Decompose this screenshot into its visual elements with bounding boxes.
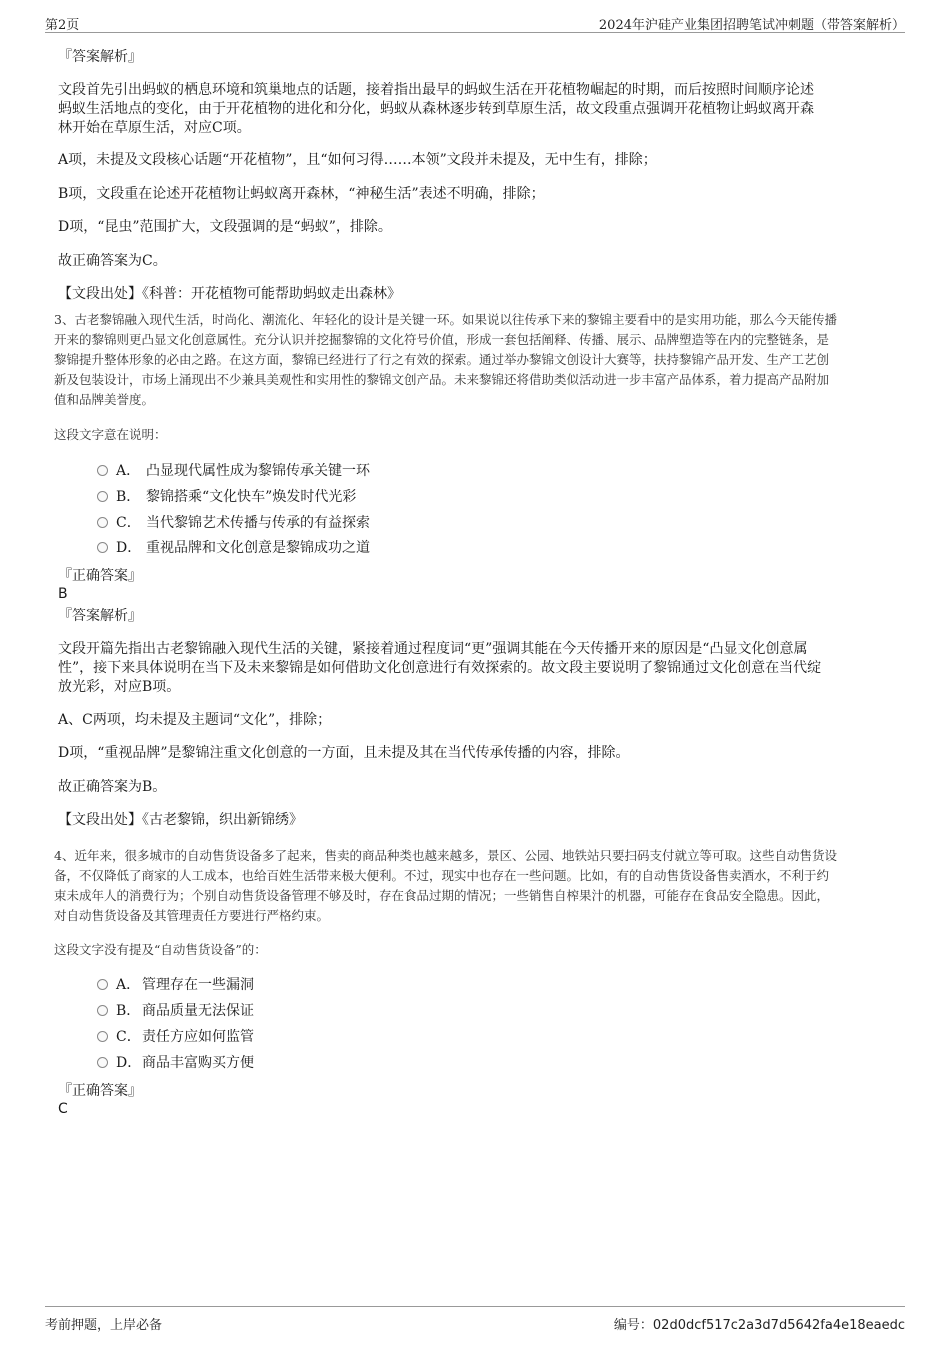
analysis-paragraph — [58, 640, 908, 697]
answer-heading: 『正确答案』 — [58, 568, 142, 584]
stem-line: 开来的黎锦则更凸显文化创意属性。充分认识并挖掘黎锦的文化符号价值，形成一套包括阐释、传播、展示、品牌塑造等在内的完整链条，是 — [54, 332, 830, 347]
radio-icon[interactable] — [97, 517, 108, 528]
analysis-heading: 『答案解析』 — [58, 49, 142, 65]
question-3-stem — [54, 310, 910, 410]
q4-option-a[interactable]: A． 管理存在一些漏洞 — [97, 976, 254, 994]
stem-line: 值和品牌美誉度。 — [54, 392, 155, 407]
q4-option-b[interactable]: B． 商品质量无法保证 — [97, 1002, 254, 1020]
q4-option-d[interactable]: D．商品丰富购买方便 — [97, 1054, 254, 1072]
conclusion: 故正确答案为C。 — [58, 253, 167, 269]
footer-slogan: 考前押题，上岸必备 — [45, 1318, 163, 1333]
option-a-analysis: A项，未提及文段核心话题“开花植物”，且“如何习得……本领”文段并未提及，无中生有，排除； — [58, 152, 657, 168]
stem-line: 新及包装设计，市场上涌现出不少兼具美观性和实用性的黎锦文创产品。未来黎锦还将借助类似活动进一步丰富产品体系，着力提高产品附加 — [54, 372, 830, 387]
option-b-analysis: B项，文段重在论述开花植物让蚂蚁离开森林，“神秘生活”表述不明确，排除； — [58, 186, 545, 202]
analysis-line: 性”，接下来具体说明在当下及未来黎锦是如何借助文化创意进行有效探索的。故文段主要说明了黎锦通过文化创意在当代绽 — [58, 660, 822, 676]
source-citation: 【文段出处】《古老黎锦，织出新锦绣》 — [58, 812, 303, 828]
stem-line: 对自动售货设备及其管理责任方要进行严格约束。 — [54, 908, 330, 923]
radio-icon[interactable] — [97, 491, 108, 502]
radio-icon[interactable] — [97, 1031, 108, 1042]
question-4-stem — [54, 846, 910, 926]
page-footer — [45, 1306, 905, 1337]
radio-icon[interactable] — [97, 542, 108, 553]
answer-heading: 『正确答案』 — [58, 1083, 142, 1099]
q3-option-c[interactable]: C． 当代黎锦艺术传播与传承的有益探索 — [97, 514, 370, 532]
analysis-line: 文段开篇先指出古老黎锦融入现代生活的关键，紧接着通过程度词“更”强调其能在今天传播开来的原因是“凸显文化创意属 — [58, 641, 808, 657]
option-d-analysis: D项，“昆虫”范围扩大，文段强调的是“蚂蚁”，排除。 — [58, 219, 392, 235]
stem-line: 备，不仅降低了商家的人工成本，也给百姓生活带来极大便利。不过，现实中也存在一些问题。比如，有的自动售货设备售卖酒水，不利于约 — [54, 868, 830, 883]
conclusion: 故正确答案为B。 — [58, 779, 167, 795]
analysis-line: 蚂蚁生活地点的变化，由于开花植物的进化和分化，蚂蚁从森林逐步转到草原生活，故文段重点强调开花植物让蚂蚁离开森 — [58, 101, 814, 117]
q3-option-d[interactable]: D． 重视品牌和文化创意是黎锦成功之道 — [97, 539, 370, 557]
page-number: 第2页 — [45, 18, 80, 33]
source-citation: 【文段出处】《科普：开花植物可能帮助蚂蚁走出森林》 — [58, 286, 401, 302]
document-code — [614, 1314, 905, 1333]
question-4-prompt: 这段文字没有提及“自动售货设备”的： — [54, 942, 267, 957]
correct-answer: B — [58, 586, 68, 602]
option-d-analysis: D项，“重视品牌”是黎锦注重文化创意的一方面，且未提及其在当代传承传播的内容，排除。 — [58, 745, 630, 761]
code-value: 02d0dcf517c2a3d7d5642fa4e18eaedc — [652, 1318, 905, 1333]
analysis-heading: 『答案解析』 — [58, 608, 142, 624]
document-title: 2024年沪硅产业集团招聘笔试冲刺题（带答案解析） — [598, 18, 905, 33]
analysis-line: 文段首先引出蚂蚁的栖息环境和筑巢地点的话题，接着指出最早的蚂蚁生活在开花植物崛起的时期，而后按照时间顺序论述 — [58, 82, 814, 98]
stem-line: 4、近年来，很多城市的自动售货设备多了起来，售卖的商品种类也越来越多，景区、公园、地铁站只要扫码支付就立等可取。这些自动售货设 — [54, 848, 837, 863]
analysis-paragraph — [58, 81, 908, 138]
code-label: 编号： — [613, 1318, 653, 1333]
correct-answer: C — [58, 1101, 68, 1117]
radio-icon[interactable] — [97, 465, 108, 476]
analysis-line: 放光彩，对应B项。 — [58, 679, 181, 695]
q4-option-c[interactable]: C．责任方应如何监管 — [97, 1028, 254, 1046]
question-3-prompt: 这段文字意在说明： — [54, 427, 167, 442]
q3-option-b[interactable]: B． 黎锦搭乘“文化快车”焕发时代光彩 — [97, 488, 356, 506]
stem-line: 黎锦提升整体形象的必由之路。在这方面，黎锦已经进行了行之有效的探索。通过举办黎锦文创设计大赛等，扶持黎锦产品开发、生产工艺创 — [54, 352, 830, 367]
radio-icon[interactable] — [97, 979, 108, 990]
page-header — [45, 10, 905, 33]
analysis-line: 林开始在草原生活，对应C项。 — [58, 120, 251, 136]
radio-icon[interactable] — [97, 1005, 108, 1016]
radio-icon[interactable] — [97, 1057, 108, 1068]
stem-line: 束未成年人的消费行为；个别自动售货设备管理不够及时，存在食品过期的情况；一些销售自榨果汁的机器，可能存在食品安全隐患。因此， — [54, 888, 830, 903]
q3-option-a[interactable]: A． 凸显现代属性成为黎锦传承关键一环 — [97, 462, 370, 480]
stem-line: 3、古老黎锦融入现代生活，时尚化、潮流化、年轻化的设计是关键一环。如果说以往传承下来的黎锦主要看中的是实用功能，那么今天能传播 — [54, 312, 837, 327]
option-ac-analysis: A、C两项，均未提及主题词“文化”，排除； — [58, 712, 332, 728]
